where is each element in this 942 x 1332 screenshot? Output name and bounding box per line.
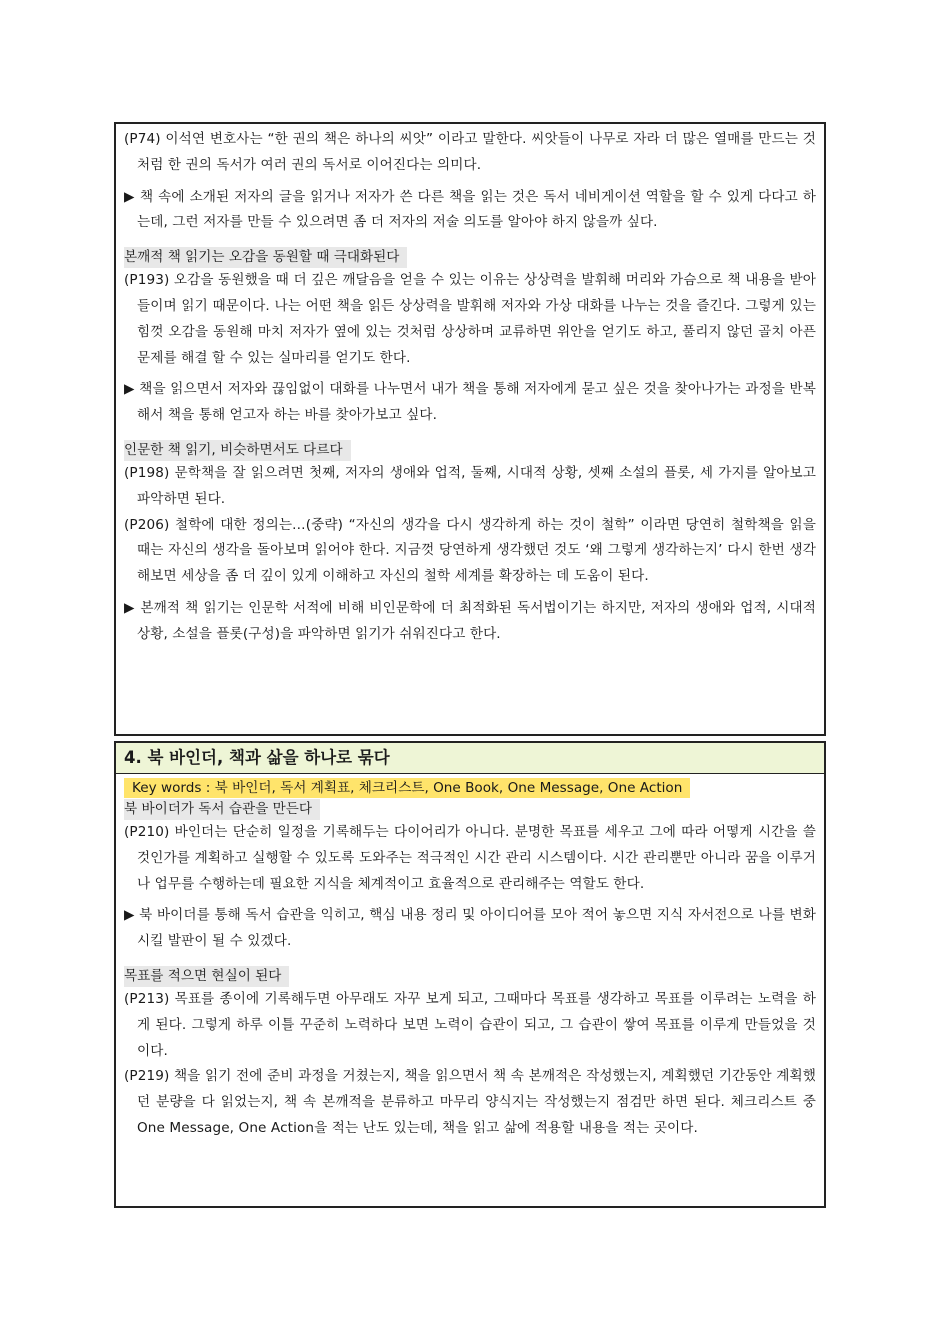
subheading-five-senses: 본깨적 책 읽기는 오감을 동원할 때 극대화된다 — [124, 247, 407, 268]
quote-p193: (P193) 오감을 동원했을 때 더 깊은 깨달음을 얻을 수 있는 이유는 상상력을 발휘해 머리와 가슴으로 책 내용을 받아들이며 읽기 때문이다. 나는 어떤 책을 읽든 상상력을 발휘해 저자와 가상 대화를 나누는 것을 즐긴다. 그렇게 있는 힘껏 오감을 동원해 마치 저자가 옆에 있는 것처럼 상상하며 교류하면 위안을 얻기도 하고, 풀리지 않던 골치 아픈 문제를 해결 할 수 있는 실마리를 얻기도 한다. — [124, 272, 816, 366]
quote-p213: (P213) 목표를 종이에 기록해두면 아무래도 자꾸 보게 되고, 그때마다 목표를 생각하고 목표를 이루려는 노력을 하게 된다. 그렇게 하루 이틀 꾸준히 노력하다 보면 노력이 습관이 되고, 그 습관이 쌓여 목표를 이루게 만들었을 것이다. — [124, 990, 816, 1059]
subheading-goals: 목표를 적으면 현실이 된다 — [124, 966, 289, 987]
comment-navigation: ▶ 책 속에 소개된 저자의 글을 읽거나 저자가 쓴 다른 책을 읽는 것은 독서 네비게이션 역할을 할 수 있게 다다고 하는데, 그런 저자를 만들 수 있으려면 좀 더 저자의 저술 의도를 알아야 하지 않을까 싶다. — [124, 188, 816, 231]
quote-p210: (P210) 바인더는 단순히 일정을 기록해두는 다이어리가 아니다. 분명한 목표를 세우고 그에 따라 어떻게 시간을 쓸 것인가를 계획하고 실행할 수 있도록 도와주는 적극적인 시간 관리 시스템이다. 시간 관리뿐만 아니라 꿈을 이루거나 업무를 수행하는데 필요한 지식을 체계적이고 효율적으로 관리해주는 역할도 한다. — [124, 824, 816, 892]
section-title: 4. 북 바인더, 책과 삶을 하나로 묶다 — [116, 743, 824, 774]
subheading-humanities: 인문한 책 읽기, 비슷하면서도 다르다 — [124, 440, 351, 461]
quote-p74: (P74) 이석연 변호사는 “한 권의 책은 하나의 씨앗” 이라고 말한다. 씨앗들이 나무로 자라 더 많은 열매를 만드는 것처럼 한 권의 독서가 여러 권의 독서로 이어진다는 의미다. — [124, 131, 816, 173]
book-binder-box — [114, 741, 826, 1208]
comment-dialogue: ▶ 책을 읽으면서 저자와 끊임없이 대화를 나누면서 내가 책을 통해 저자에게 묻고 싶은 것을 찾아나가는 과정을 반복해서 책을 통해 얻고자 하는 바를 찾아가보고 싶다. — [124, 381, 816, 424]
subheading-binder-habit: 북 바이더가 독서 습관을 만든다 — [124, 799, 320, 820]
quote-p206: (P206) 철학에 대한 정의는…(중략) “자신의 생각을 다시 생각하게 하는 것이 철학” 이라면 당연히 철학책을 읽을 때는 자신의 생각을 돌아보며 읽어야 한다. 지금껏 당연하게 생각했던 것도 ‘왜 그렇게 생각하는지’ 다시 한번 생각해보면 세상을 좀 더 깊이 있게 이해하고 자신의 철학 세계를 확장하는 데 도움이 된다. — [124, 516, 816, 585]
comment-humanities: ▶ 본깨적 책 읽기는 인문학 서적에 비해 비인문학에 더 최적화된 독서법이기는 하지만, 저자의 생애와 업적, 시대적 상황, 소설을 플롯(구성)을 파악하면 읽기가 쉬워진다고 한다. — [124, 599, 816, 642]
reading-notes-box — [114, 122, 826, 736]
keywords-line: Key words : 북 바인더, 독서 계획표, 체크리스트, One Book, One Message, One Action — [124, 778, 690, 798]
quote-p219: (P219) 책을 읽기 전에 준비 과정을 거쳤는지, 책을 읽으면서 책 속 본깨적은 작성했는지, 계획했던 기간동안 계획했던 분량을 다 읽었는지, 책 속 본깨적을 분류하고 마무리 양식지는 작성했는지 점검만 하면 된다. 체크리스트 중 One Message, One Action을 적는 난도 있는데, 책을 읽고 삶에 적용할 내용을 적는 곳이다. — [124, 1068, 816, 1136]
comment-binder: ▶ 북 바이더를 통해 독서 습관을 익히고, 핵심 내용 정리 및 아이디어를 모아 적어 놓으면 지식 자서전으로 나를 변화시킬 발판이 될 수 있겠다. — [124, 907, 816, 950]
quote-p198: (P198) 문학책을 잘 읽으려면 첫째, 저자의 생애와 업적, 둘째, 시대적 상황, 셋째 소설의 플롯, 세 가지를 알아보고 파악하면 된다. — [124, 464, 816, 507]
